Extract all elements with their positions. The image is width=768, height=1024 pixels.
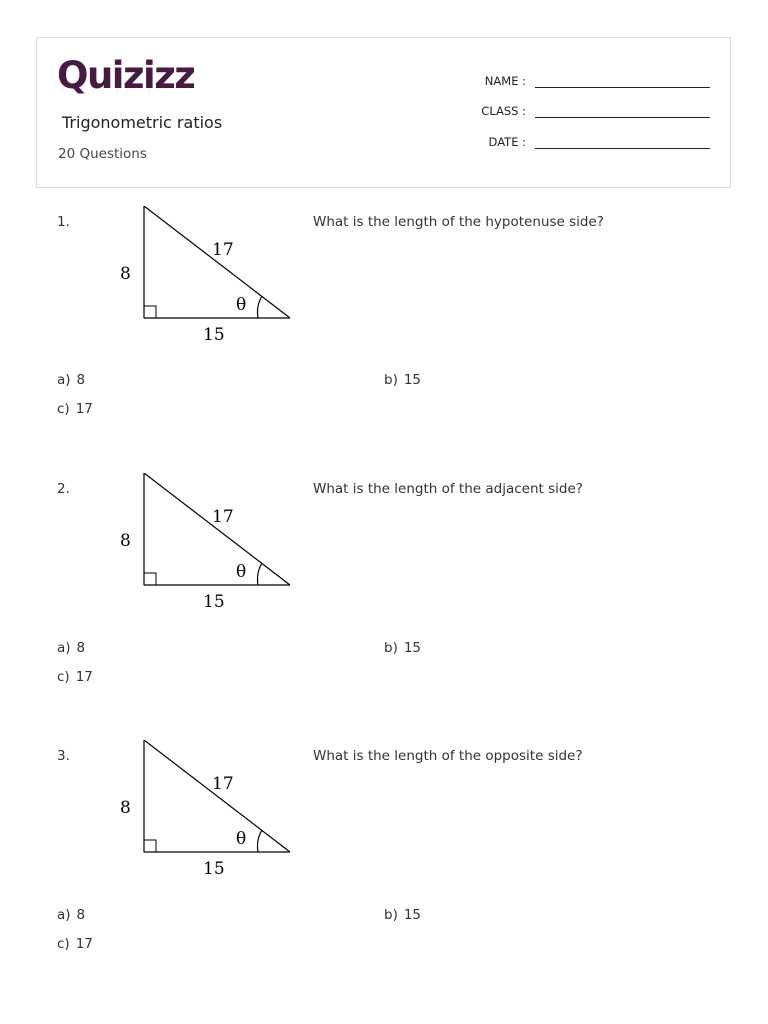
label-angle: θ	[236, 295, 247, 315]
option-value: 15	[403, 372, 422, 388]
option-label: a)	[57, 907, 71, 923]
option-label: b)	[384, 640, 398, 656]
option-value: 8	[76, 907, 86, 923]
option-a[interactable]	[57, 372, 85, 388]
right-angle-marker	[144, 840, 156, 852]
option-a[interactable]	[57, 640, 85, 656]
date-field-label: DATE :	[488, 135, 526, 149]
label-vertical-side: 8	[120, 264, 131, 284]
question-count: 20 Questions	[58, 146, 147, 162]
option-value: 17	[75, 936, 93, 952]
option-label: c)	[57, 401, 70, 417]
question-text: What is the length of the adjacent side?	[313, 481, 583, 497]
right-angle-marker	[144, 573, 156, 585]
question-3	[0, 748, 768, 1008]
angle-arc	[258, 563, 263, 585]
date-field-line[interactable]	[535, 148, 710, 149]
label-hypotenuse: 17	[212, 240, 234, 260]
triangle-hypotenuse	[144, 473, 290, 585]
question-text: What is the length of the opposite side?	[313, 748, 583, 764]
option-value: 17	[75, 669, 93, 685]
name-field-line[interactable]	[535, 87, 710, 88]
triangle-hypotenuse	[144, 740, 290, 852]
option-label: c)	[57, 936, 70, 952]
triangle-hypotenuse	[144, 206, 290, 318]
label-vertical-side: 8	[120, 798, 131, 818]
question-2	[0, 481, 768, 741]
option-label: a)	[57, 372, 71, 388]
option-value: 8	[76, 640, 86, 656]
right-triangle-figure	[112, 473, 302, 623]
label-hypotenuse: 17	[212, 507, 234, 527]
quizizz-logo: Quizizz	[57, 54, 195, 97]
option-a[interactable]	[57, 907, 85, 923]
class-field-line[interactable]	[535, 117, 710, 118]
class-field-label: CLASS :	[481, 104, 526, 118]
label-vertical-side: 8	[120, 531, 131, 551]
option-value: 17	[75, 401, 93, 417]
question-number: 1.	[57, 214, 70, 230]
option-c[interactable]	[57, 669, 93, 685]
option-c[interactable]	[57, 401, 93, 417]
option-b[interactable]	[384, 640, 421, 656]
question-text: What is the length of the hypotenuse side?	[313, 214, 604, 230]
label-hypotenuse: 17	[212, 774, 234, 794]
option-b[interactable]	[384, 372, 421, 388]
question-number: 3.	[57, 748, 70, 764]
angle-arc	[258, 296, 263, 318]
right-angle-marker	[144, 306, 156, 318]
name-field-label: NAME :	[484, 74, 526, 88]
option-label: a)	[57, 640, 71, 656]
label-horizontal-side: 15	[203, 859, 225, 879]
option-c[interactable]	[57, 936, 93, 952]
option-b[interactable]	[384, 907, 421, 923]
label-angle: θ	[236, 829, 247, 849]
right-triangle-figure	[112, 206, 302, 356]
name-field[interactable]	[470, 70, 710, 90]
option-value: 8	[76, 372, 86, 388]
label-horizontal-side: 15	[203, 325, 225, 345]
date-field[interactable]	[470, 131, 710, 151]
worksheet-title: Trigonometric ratios	[62, 113, 223, 132]
option-label: b)	[384, 907, 398, 923]
class-field[interactable]	[470, 100, 710, 120]
label-angle: θ	[236, 562, 247, 582]
option-label: c)	[57, 669, 70, 685]
option-label: b)	[384, 372, 398, 388]
right-triangle-figure	[112, 740, 302, 890]
worksheet-header	[36, 37, 731, 188]
option-value: 15	[403, 907, 422, 923]
label-horizontal-side: 15	[203, 592, 225, 612]
option-value: 15	[403, 640, 422, 656]
angle-arc	[258, 830, 263, 852]
question-number: 2.	[57, 481, 70, 497]
question-1	[0, 214, 768, 474]
